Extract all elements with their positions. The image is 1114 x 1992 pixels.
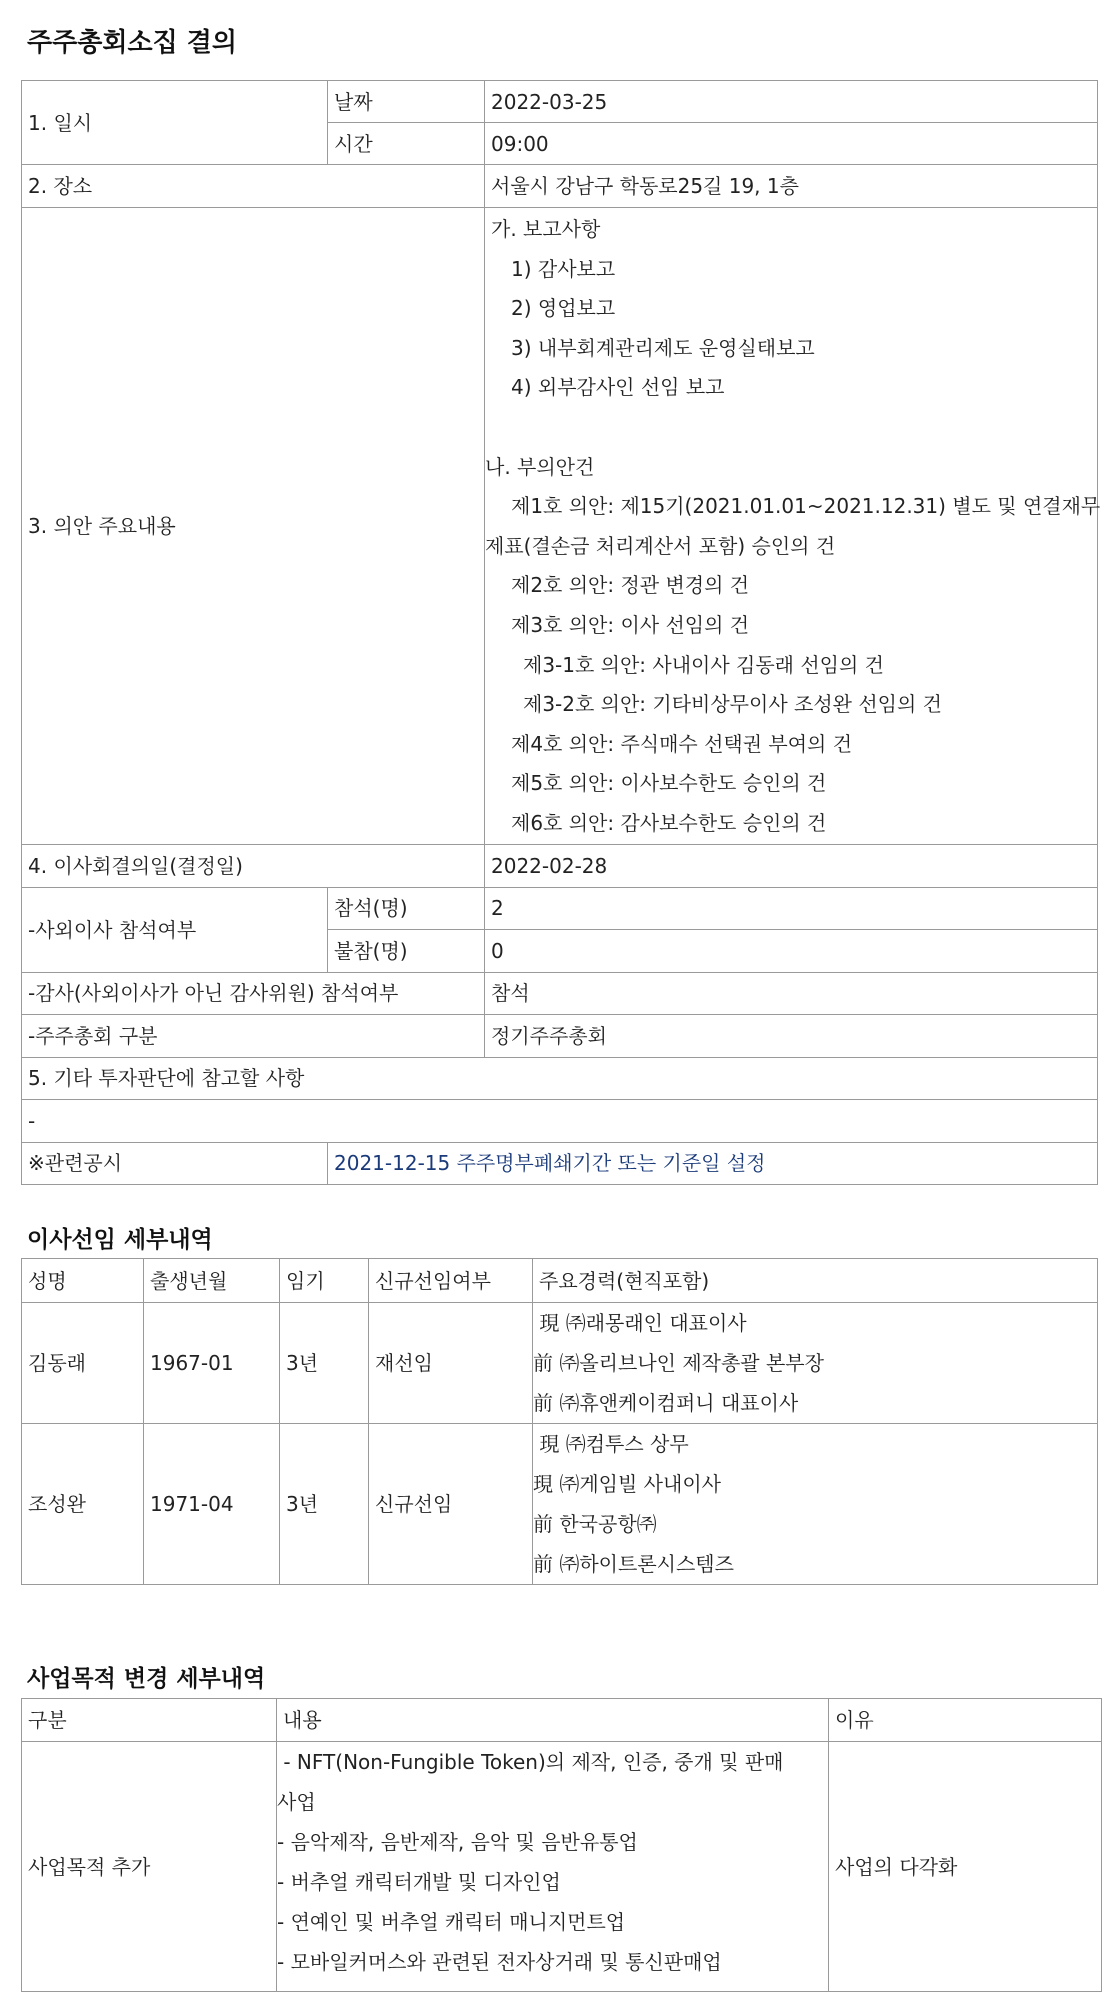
career-line: 前 ㈜올리브나인 제작총괄 본부장 xyxy=(533,1351,824,1375)
other-value: - xyxy=(22,1099,1098,1142)
agenda-line: 제표(결손금 처리계산서 포함) 승인의 건 xyxy=(485,533,836,558)
header-content: 내용 xyxy=(277,1699,829,1742)
meeting-table xyxy=(21,80,1101,1185)
content-line: - 모바일커머스와 관련된 전자상거래 및 통신판매업 xyxy=(277,1950,722,1974)
absent-value: 0 xyxy=(485,929,1098,972)
director-career xyxy=(533,1303,1098,1424)
date-value: 2022-03-25 xyxy=(485,81,1098,123)
agenda-label: 3. 의안 주요내용 xyxy=(22,208,485,845)
meeting-type-label: -주주총회 구분 xyxy=(22,1014,485,1057)
purpose-section-title: 사업목적 변경 세부내역 xyxy=(27,1666,266,1692)
place-value: 서울시 강남구 학동로25길 19, 1층 xyxy=(485,165,1098,208)
header-career: 주요경력(현직포함) xyxy=(533,1259,1098,1303)
table-row xyxy=(22,1742,1102,1992)
related-disclosure-link[interactable]: 2021-12-15 주주명부폐쇄기간 또는 기준일 설정 xyxy=(334,1151,766,1175)
agenda-line: 제3-2호 의안: 기타비상무이사 조성완 선임의 건 xyxy=(523,692,942,717)
page-title: 주주총회소집 결의 xyxy=(27,28,237,58)
director-name: 김동래 xyxy=(22,1303,144,1424)
header-term: 임기 xyxy=(280,1259,369,1303)
agenda-line: 제5호 의안: 이사보수한도 승인의 건 xyxy=(511,771,827,796)
career-line: 現 ㈜컴투스 상무 xyxy=(533,1432,689,1456)
present-value: 2 xyxy=(485,887,1098,929)
career-line: 前 ㈜하이트론시스템즈 xyxy=(533,1552,734,1576)
header-new: 신규선임여부 xyxy=(369,1259,533,1303)
content-line: - NFT(Non-Fungible Token)의 제작, 인증, 중개 및 판매 xyxy=(277,1750,784,1774)
agenda-line: 4) 외부감사인 선임 보고 xyxy=(511,375,725,400)
career-line: 前 ㈜휴앤케이컴퍼니 대표이사 xyxy=(533,1391,799,1415)
board-date-label: 4. 이사회결의일(결정일) xyxy=(22,844,485,887)
agenda-line: 3) 내부회계관리제도 운영실태보고 xyxy=(511,335,815,360)
agenda-line: 2) 영업보고 xyxy=(511,296,616,321)
other-label: 5. 기타 투자판단에 참고할 사항 xyxy=(22,1057,1098,1099)
agenda-line: 1) 감사보고 xyxy=(511,256,616,281)
directors-table xyxy=(21,1258,1098,1585)
agenda-line: 나. 부의안건 xyxy=(485,454,595,479)
career-line: 現 ㈜게임빌 사내이사 xyxy=(533,1472,721,1496)
auditor-label: -감사(사외이사가 아닌 감사위원) 참석여부 xyxy=(22,972,485,1014)
auditor-value: 참석 xyxy=(485,972,1098,1014)
director-birth: 1971-04 xyxy=(144,1424,280,1585)
director-new: 재선임 xyxy=(369,1303,533,1424)
agenda-line: 제2호 의안: 정관 변경의 건 xyxy=(511,573,750,598)
meeting-type-value: 정기주주총회 xyxy=(485,1014,1098,1057)
director-name: 조성완 xyxy=(22,1424,144,1585)
career-line: 前 한국공항㈜ xyxy=(533,1512,657,1536)
date-label: 1. 일시 xyxy=(22,81,328,165)
header-reason: 이유 xyxy=(829,1699,1102,1742)
agenda-line: 제3호 의안: 이사 선임의 건 xyxy=(511,612,750,637)
time-key: 시간 xyxy=(328,123,485,165)
agenda-line: 가. 보고사항 xyxy=(491,217,601,241)
agenda-line: 제3-1호 의안: 사내이사 김동래 선임의 건 xyxy=(523,652,884,677)
date-key: 날짜 xyxy=(328,81,485,123)
agenda-content xyxy=(485,208,1101,845)
director-career xyxy=(533,1424,1098,1585)
present-key: 참석(명) xyxy=(328,887,485,929)
outside-director-label: -사외이사 참석여부 xyxy=(22,887,328,972)
career-line: 現 ㈜래몽래인 대표이사 xyxy=(533,1311,747,1335)
header-birth: 출생년월 xyxy=(144,1259,280,1303)
director-term: 3년 xyxy=(280,1303,369,1424)
agenda-blank-line xyxy=(485,408,1097,448)
agenda-line: 제1호 의안: 제15기(2021.01.01~2021.12.31) 별도 및 연결재무 xyxy=(511,494,1101,519)
director-new: 신규선임 xyxy=(369,1424,533,1585)
content-line: - 음악제작, 음반제작, 음악 및 음반유통업 xyxy=(277,1830,638,1854)
content-line: - 연예인 및 버추얼 캐릭터 매니지먼트업 xyxy=(277,1910,626,1934)
time-value: 09:00 xyxy=(485,123,1098,165)
table-row xyxy=(22,1424,1098,1585)
agenda-line: 제4호 의안: 주식매수 선택권 부여의 건 xyxy=(511,731,853,756)
content-line: 사업 xyxy=(277,1790,316,1814)
place-label: 2. 장소 xyxy=(22,165,485,208)
director-birth: 1967-01 xyxy=(144,1303,280,1424)
content-line: - 버추얼 캐릭터개발 및 디자인업 xyxy=(277,1870,561,1894)
header-category: 구분 xyxy=(22,1699,277,1742)
absent-key: 불참(명) xyxy=(328,929,485,972)
purpose-content xyxy=(277,1742,829,1992)
purpose-reason: 사업의 다각화 xyxy=(829,1742,1102,1992)
header-name: 성명 xyxy=(22,1259,144,1303)
related-label: ※관련공시 xyxy=(22,1142,328,1184)
purpose-category: 사업목적 추가 xyxy=(22,1742,277,1992)
related-disclosure-cell xyxy=(328,1142,1098,1184)
board-date-value: 2022-02-28 xyxy=(485,844,1098,887)
purpose-table xyxy=(21,1698,1102,1992)
table-row xyxy=(22,1303,1098,1424)
director-term: 3년 xyxy=(280,1424,369,1585)
directors-section-title: 이사선임 세부내역 xyxy=(27,1227,213,1253)
agenda-line: 제6호 의안: 감사보수한도 승인의 건 xyxy=(511,810,827,835)
